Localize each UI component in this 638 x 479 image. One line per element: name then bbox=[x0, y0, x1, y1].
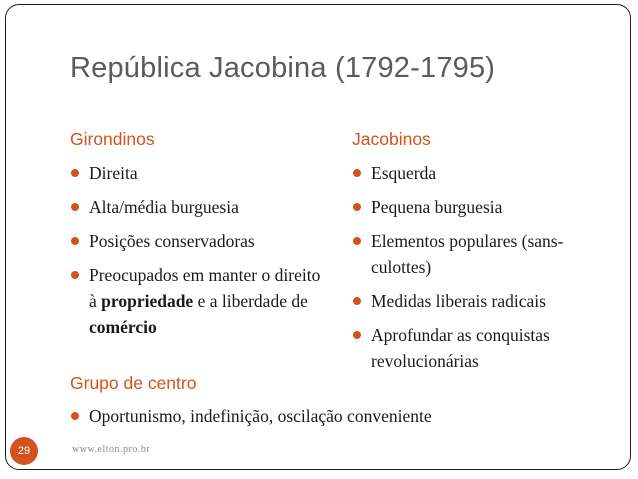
bold-term-propriedade: propriedade bbox=[101, 291, 194, 311]
list-item bbox=[352, 194, 604, 220]
list-item-text: Pequena burguesia bbox=[371, 197, 503, 217]
list-item bbox=[70, 194, 328, 220]
list-item-text: Esquerda bbox=[371, 163, 437, 183]
list-item-text: Oportunismo, indefinição, oscilação conveniente bbox=[89, 406, 432, 426]
girondinos-heading: Girondinos bbox=[70, 129, 155, 149]
list-item-text: Preocupados em manter o direito à bbox=[89, 265, 321, 311]
list-item bbox=[70, 262, 328, 340]
list-item bbox=[352, 160, 604, 186]
list-item bbox=[352, 228, 604, 280]
bullet-dot-icon bbox=[71, 271, 79, 279]
list-item-text: Posições conservadoras bbox=[89, 231, 255, 251]
list-item bbox=[352, 288, 604, 314]
list-item bbox=[352, 322, 604, 374]
slide-number-badge: 29 bbox=[10, 437, 38, 465]
bullet-dot-icon bbox=[353, 237, 361, 245]
slide-title: República Jacobina (1792-1795) bbox=[70, 52, 496, 84]
bullet-dot-icon bbox=[353, 203, 361, 211]
bullet-dot-icon bbox=[71, 412, 79, 420]
bullet-dot-icon bbox=[71, 169, 79, 177]
list-item-text: Medidas liberais radicais bbox=[371, 291, 546, 311]
bullet-dot-icon bbox=[353, 169, 361, 177]
list-item-text: Elementos populares (sans-culottes) bbox=[371, 231, 564, 277]
bullet-dot-icon bbox=[71, 237, 79, 245]
list-item bbox=[70, 403, 610, 429]
list-item bbox=[70, 228, 328, 254]
jacobinos-heading: Jacobinos bbox=[352, 129, 431, 149]
bullet-dot-icon bbox=[71, 203, 79, 211]
list-item-text: e a liberdade de bbox=[193, 291, 308, 311]
footer-url[interactable]: www.elton.pro.br bbox=[72, 444, 151, 455]
list-item-text: Aprofundar as conquistas revolucionárias bbox=[371, 325, 550, 371]
grupo-centro-list bbox=[70, 403, 610, 437]
list-item-text: Alta/média burguesia bbox=[89, 197, 239, 217]
bullet-dot-icon bbox=[353, 297, 361, 305]
grupo-centro-heading: Grupo de centro bbox=[70, 373, 197, 393]
girondinos-list bbox=[70, 160, 328, 348]
jacobinos-list bbox=[352, 160, 604, 382]
bold-term-comercio: comércio bbox=[89, 317, 157, 337]
list-item-text: Direita bbox=[89, 163, 138, 183]
bullet-dot-icon bbox=[353, 331, 361, 339]
list-item bbox=[70, 160, 328, 186]
